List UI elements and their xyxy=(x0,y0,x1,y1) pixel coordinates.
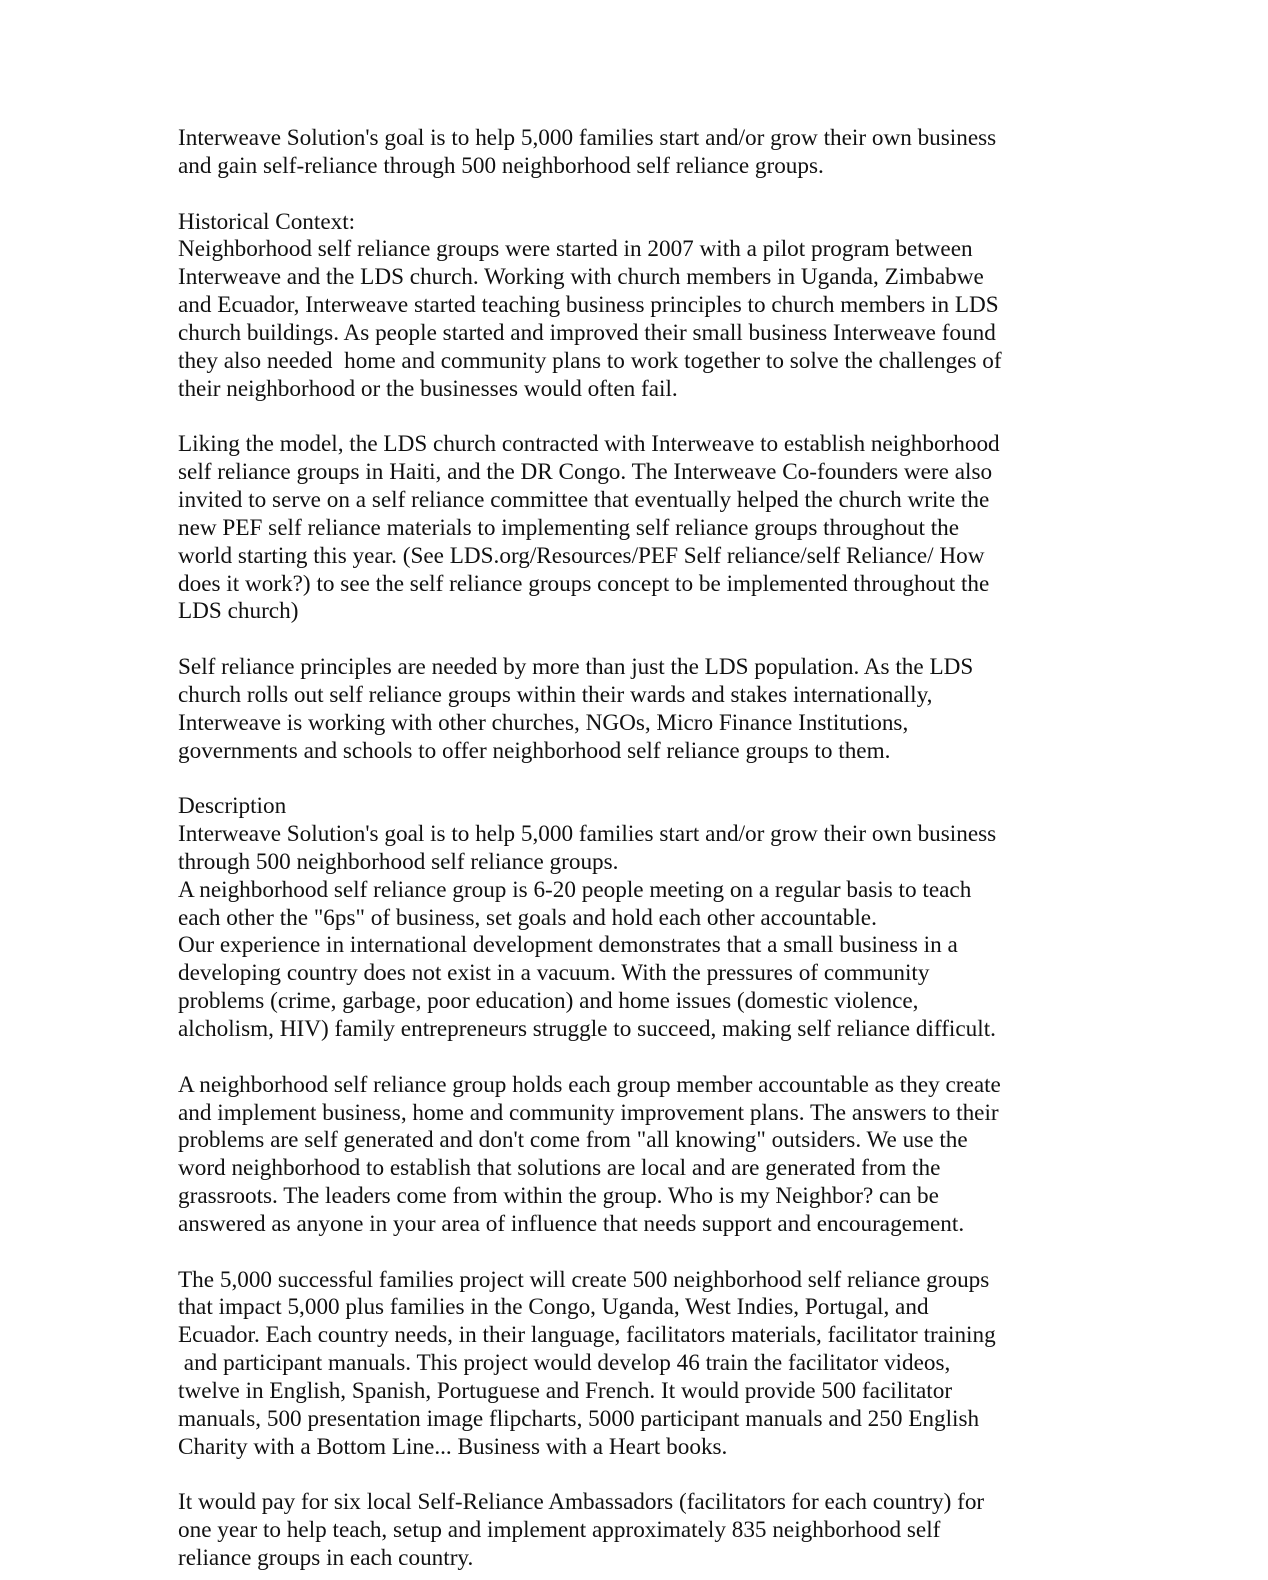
text-line: reliance groups in each country. xyxy=(178,1545,474,1572)
document-body xyxy=(178,125,1038,1573)
text-line: problems are self generated and don't come from "all knowing" outsiders. We use the xyxy=(178,1127,968,1154)
text-line: A neighborhood self reliance group is 6-20 people meeting on a regular basis to teach xyxy=(178,876,972,903)
text-line: self reliance groups in Haiti, and the DR Congo. The Interweave Co-founders were also xyxy=(178,459,993,486)
self-reliance-principles-paragraph xyxy=(178,654,1038,765)
paragraph-spacer xyxy=(178,403,1038,431)
paragraph-spacer xyxy=(178,1462,1038,1490)
text-line: Interweave and the LDS church. Working with church members in Uganda, Zimbabwe xyxy=(178,264,984,291)
text-line: church buildings. As people started and improved their small business Interweave found xyxy=(178,319,996,346)
project-paragraph xyxy=(178,1267,1038,1462)
text-line: Ecuador. Each country needs, in their language, facilitators materials, facilitator training xyxy=(178,1322,996,1349)
text-line: A neighborhood self reliance group holds each group member accountable as they create xyxy=(178,1071,1001,1098)
accountability-paragraph xyxy=(178,1072,1038,1239)
text-line: Liking the model, the LDS church contracted with Interweave to establish neighborhood xyxy=(178,431,1000,458)
text-line: LDS church) xyxy=(178,598,299,625)
text-line: word neighborhood to establish that solutions are local and are generated from the xyxy=(178,1155,941,1182)
text-line: and participant manuals. This project would develop 46 train the facilitator videos, xyxy=(178,1350,951,1377)
text-line: that impact 5,000 plus families in the Congo, Uganda, West Indies, Portugal, and xyxy=(178,1294,929,1321)
text-line: and Ecuador, Interweave started teaching business principles to church members in LDS xyxy=(178,292,999,319)
text-line: Interweave Solution's goal is to help 5,000 families start and/or grow their own business xyxy=(178,125,997,151)
paragraph-spacer xyxy=(178,1044,1038,1072)
text-line: world starting this year. (See LDS.org/Resources/PEF Self reliance/self Reliance/ How xyxy=(178,542,985,569)
text-line: Interweave Solution's goal is to help 5,000 families start and/or grow their own business xyxy=(178,821,997,848)
text-line: developing country does not exist in a vacuum. With the pressures of community xyxy=(178,960,930,987)
text-line: one year to help teach, setup and implement approximately 835 neighborhood self xyxy=(178,1517,941,1544)
liking-model-paragraph xyxy=(178,431,1038,626)
text-line: their neighborhood or the businesses would often fail. xyxy=(178,375,678,402)
text-line: answered as anyone in your area of influence that needs support and encouragement. xyxy=(178,1210,965,1237)
text-line: twelve in English, Spanish, Portuguese and French. It would provide 500 facilitator xyxy=(178,1377,953,1404)
text-line: governments and schools to offer neighborhood self reliance groups to them. xyxy=(178,737,891,764)
text-line: Neighborhood self reliance groups were started in 2007 with a pilot program between xyxy=(178,236,973,263)
text-line: grassroots. The leaders come from within the group. Who is my Neighbor? can be xyxy=(178,1183,939,1210)
text-line: alcholism, HIV) family entrepreneurs struggle to succeed, making self reliance difficult. xyxy=(178,1016,996,1042)
text-line: does it work?) to see the self reliance groups concept to be implemented throughout the xyxy=(178,570,990,597)
text-line: manuals, 500 presentation image flipcharts, 5000 participant manuals and 250 English xyxy=(178,1405,980,1432)
paragraph-spacer xyxy=(178,765,1038,793)
text-line: Our experience in international development demonstrates that a small business in a xyxy=(178,932,958,959)
text-line: The 5,000 successful families project will create 500 neighborhood self reliance groups xyxy=(178,1266,990,1293)
historical-context-section xyxy=(178,209,1038,404)
text-line: and gain self-reliance through 500 neighborhood self reliance groups. xyxy=(178,152,824,179)
paragraph-spacer xyxy=(178,626,1038,654)
text-line: and implement business, home and community improvement plans. The answers to their xyxy=(178,1099,999,1126)
text-line: they also needed home and community plans to work together to solve the challenges of xyxy=(178,347,1002,374)
paragraph-spacer xyxy=(178,181,1038,209)
text-line: new PEF self reliance materials to implementing self reliance groups throughout the xyxy=(178,514,960,541)
text-line: church rolls out self reliance groups within their wards and stakes internationally, xyxy=(178,681,933,708)
text-line: It would pay for six local Self-Reliance Ambassadors (facilitators for each country) for xyxy=(178,1489,985,1516)
description-section xyxy=(178,793,1038,1044)
text-line: Self reliance principles are needed by more than just the LDS population. As the LDS xyxy=(178,654,974,681)
text-line: invited to serve on a self reliance committee that eventually helped the church write the xyxy=(178,486,990,513)
text-line: problems (crime, garbage, poor education) and home issues (domestic violence, xyxy=(178,988,919,1015)
section-heading: Historical Context: xyxy=(178,208,356,235)
paragraph-spacer xyxy=(178,1239,1038,1267)
text-line: Interweave is working with other churches, NGOs, Micro Finance Institutions, xyxy=(178,709,909,736)
section-heading: Description xyxy=(178,793,287,820)
text-line: through 500 neighborhood self reliance groups. xyxy=(178,848,619,875)
ambassadors-paragraph xyxy=(178,1489,1038,1573)
intro-paragraph xyxy=(178,125,1038,181)
text-line: each other the "6ps" of business, set goals and hold each other accountable. xyxy=(178,904,877,931)
text-line: Charity with a Bottom Line... Business with a Heart books. xyxy=(178,1433,728,1460)
